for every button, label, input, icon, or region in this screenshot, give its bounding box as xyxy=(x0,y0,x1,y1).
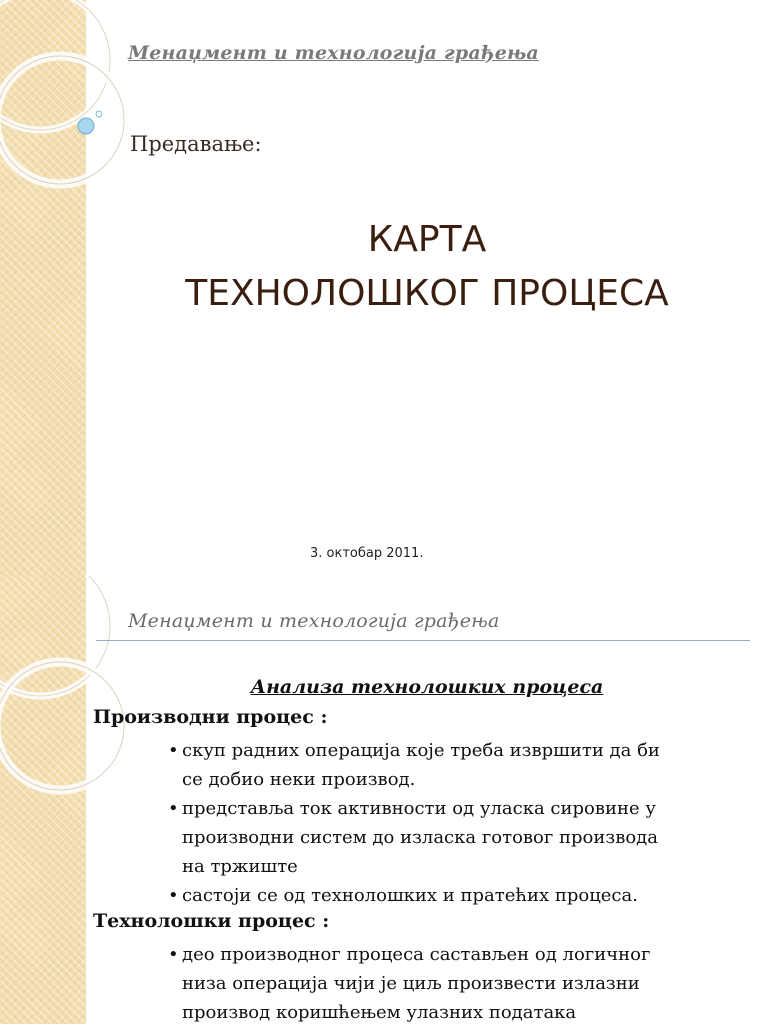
title-line-1: КАРТА xyxy=(367,219,487,260)
lecture-label: Предавање: xyxy=(130,132,262,156)
title-line-2: ТЕХНОЛОШКОГ ПРОЦЕСА xyxy=(185,273,669,314)
course-header: Менаџмент и технологија грађења xyxy=(128,42,539,64)
list-item: • представља ток активности од уласка сировине у производни систем до изласка готовог производа на тржиште xyxy=(168,794,658,881)
slide-title: Анализа технолошких процеса xyxy=(250,676,604,698)
course-header: Менаџмент и технологија грађења xyxy=(128,610,500,632)
bullet-icon: • xyxy=(168,740,179,761)
decorative-circles xyxy=(0,0,180,220)
list-item: • део производног процеса састављен од логичног низа операција чији је циљ произвести излазни производ коришћењем улазних података xyxy=(168,940,650,1027)
list-item: • скуп радних операција које треба извршити да би се добио неки производ. xyxy=(168,736,660,794)
bullet-icon: • xyxy=(168,885,179,906)
term-production-process: Производни процес : xyxy=(93,706,328,728)
header-divider xyxy=(96,640,750,641)
bullet-icon: • xyxy=(168,944,179,965)
bullet-icon: • xyxy=(168,798,179,819)
list-item: • састоји се од технолошких и пратећих процеса. xyxy=(168,881,638,910)
lecture-date: 3. октобар 2011. xyxy=(310,546,424,561)
term-technological-process: Технолошки процес : xyxy=(93,910,330,932)
